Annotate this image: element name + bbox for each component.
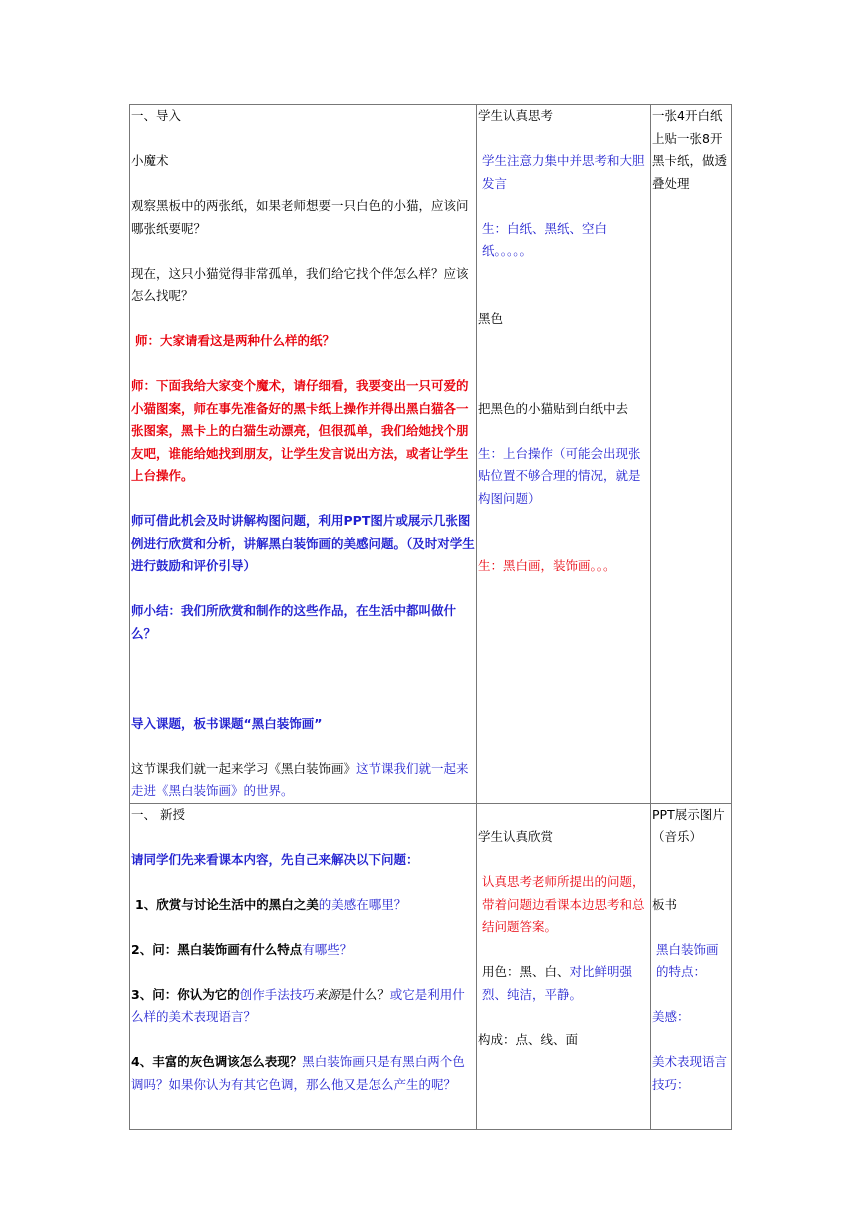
question-1 xyxy=(131,894,475,917)
paragraph: 生：上台操作（可能会出现张贴位置不够合理的情况，就是构图问题） xyxy=(478,445,641,506)
table-row-intro xyxy=(130,105,732,804)
paragraph: 现在，这只小猫觉得非常孤单，我们给它找个伴怎么样？应该怎么找呢？ xyxy=(131,265,469,303)
paragraph: 师小结：我们所欣赏和制作的这些作品，在生活中都叫做什么？ xyxy=(131,603,457,641)
paragraph: 一张4开白纸上贴一张8开黑卡纸，做透叠处理 xyxy=(652,108,728,191)
student-activity-cell xyxy=(477,803,651,1129)
text-span: 对比鲜明强烈、纯洁，平静。 xyxy=(482,964,633,1002)
text-span: 来源 xyxy=(314,986,340,1002)
text-span: 或它是利用什么样的美术表现语言？ xyxy=(131,986,465,1024)
materials-cell xyxy=(651,803,732,1129)
paragraph: 导入课题，板书课题“黑白装饰画” xyxy=(131,715,323,731)
paragraph: 黑色 xyxy=(478,310,504,326)
text-span: 2、问：黑白装饰画有什么特点 xyxy=(131,941,303,957)
text-span: 1、欣赏与讨论生活中的黑白之美 xyxy=(135,896,319,912)
text-span: 创作手法技巧 xyxy=(239,986,315,1002)
paragraph: 师：大家请看这是两种什么样的纸？ xyxy=(135,333,336,348)
paragraph: 美感： xyxy=(652,1009,690,1024)
paragraph: 把黑色的小猫贴到白纸中去 xyxy=(478,400,629,416)
question-3 xyxy=(131,984,475,1029)
table-row-new-lesson xyxy=(130,803,732,1129)
paragraph: 认真思考老师所提出的问题，带着问题边看课本边思考和总结问题答案。 xyxy=(482,874,645,934)
text-span: 是什么？ xyxy=(339,986,390,1002)
paragraph xyxy=(478,961,649,1006)
section-heading-new: 一、 新授 xyxy=(131,806,185,822)
text-span: 黑白装饰画只是有黑白两个色调吗？如果你认为有其它色调，那么他又是怎么产生的呢？ xyxy=(131,1054,465,1092)
teacher-activity-cell xyxy=(130,803,477,1129)
paragraph: 黑白装饰画的特点： xyxy=(656,941,719,979)
subheading-magic: 小魔术 xyxy=(131,153,169,168)
paragraph: 板书 xyxy=(652,896,678,912)
paragraph: 构成：点、线、面 xyxy=(478,1031,579,1047)
paragraph xyxy=(131,758,475,803)
paragraph: 生：白纸、黑纸、空白纸。。。。。 xyxy=(482,220,608,258)
teacher-activity-cell xyxy=(130,105,477,804)
materials-cell xyxy=(651,105,732,804)
text-span: 这节课我们就一起来学习《黑白装饰画》 xyxy=(131,760,357,776)
text-span: 3、问：你认为它的 xyxy=(131,986,240,1002)
paragraph: 生：黑白画，装饰画。。。 xyxy=(478,558,616,573)
paragraph: 学生认真欣赏 xyxy=(478,829,554,844)
paragraph: PPT展示图片（音乐） xyxy=(652,806,725,844)
text-span: 这节课我们就一起来走进《黑白装饰画》的世界。 xyxy=(131,760,469,798)
question-2 xyxy=(131,939,475,962)
paragraph: 请同学们先来看课本内容，先自己来解决以下问题： xyxy=(131,851,419,867)
paragraph: 学生注意力集中并思考和大胆发言 xyxy=(482,153,645,191)
text-span: 4、丰富的灰色调该怎么表现？ xyxy=(131,1054,303,1069)
paragraph: 师：下面我给大家变个魔术，请仔细看，我要变出一只可爱的小猫图案，师在事先准备好的黑卡纸上操作并得出黑白猫各一张图案，黑卡上的白猫生动漂亮，但很孤单，我们给她找个朋友吧，谁能给她找到朋友，让学生发言说出方法，或者让学生上台操作。 xyxy=(131,378,469,483)
lesson-plan-table xyxy=(129,104,732,1130)
paragraph: 观察黑板中的两张纸，如果老师想要一只白色的小猫，应该问哪张纸要呢？ xyxy=(131,198,469,236)
question-4 xyxy=(131,1051,475,1096)
student-activity-cell xyxy=(477,105,651,804)
section-heading-intro: 一、导入 xyxy=(131,108,182,123)
paragraph: 师可借此机会及时讲解构图问题，利用PPT图片或展示几张图例进行欣赏和分析，讲解黑白装饰画的美感问题。（及时对学生进行鼓励和评价引导） xyxy=(131,513,475,573)
paragraph: 学生认真思考 xyxy=(478,108,554,123)
text-span: 的美感在哪里？ xyxy=(318,896,407,912)
text-span: 用色：黑、白、 xyxy=(482,964,570,979)
text-span: 有哪些？ xyxy=(302,941,353,957)
paragraph: 美术表现语言技巧： xyxy=(652,1054,728,1092)
